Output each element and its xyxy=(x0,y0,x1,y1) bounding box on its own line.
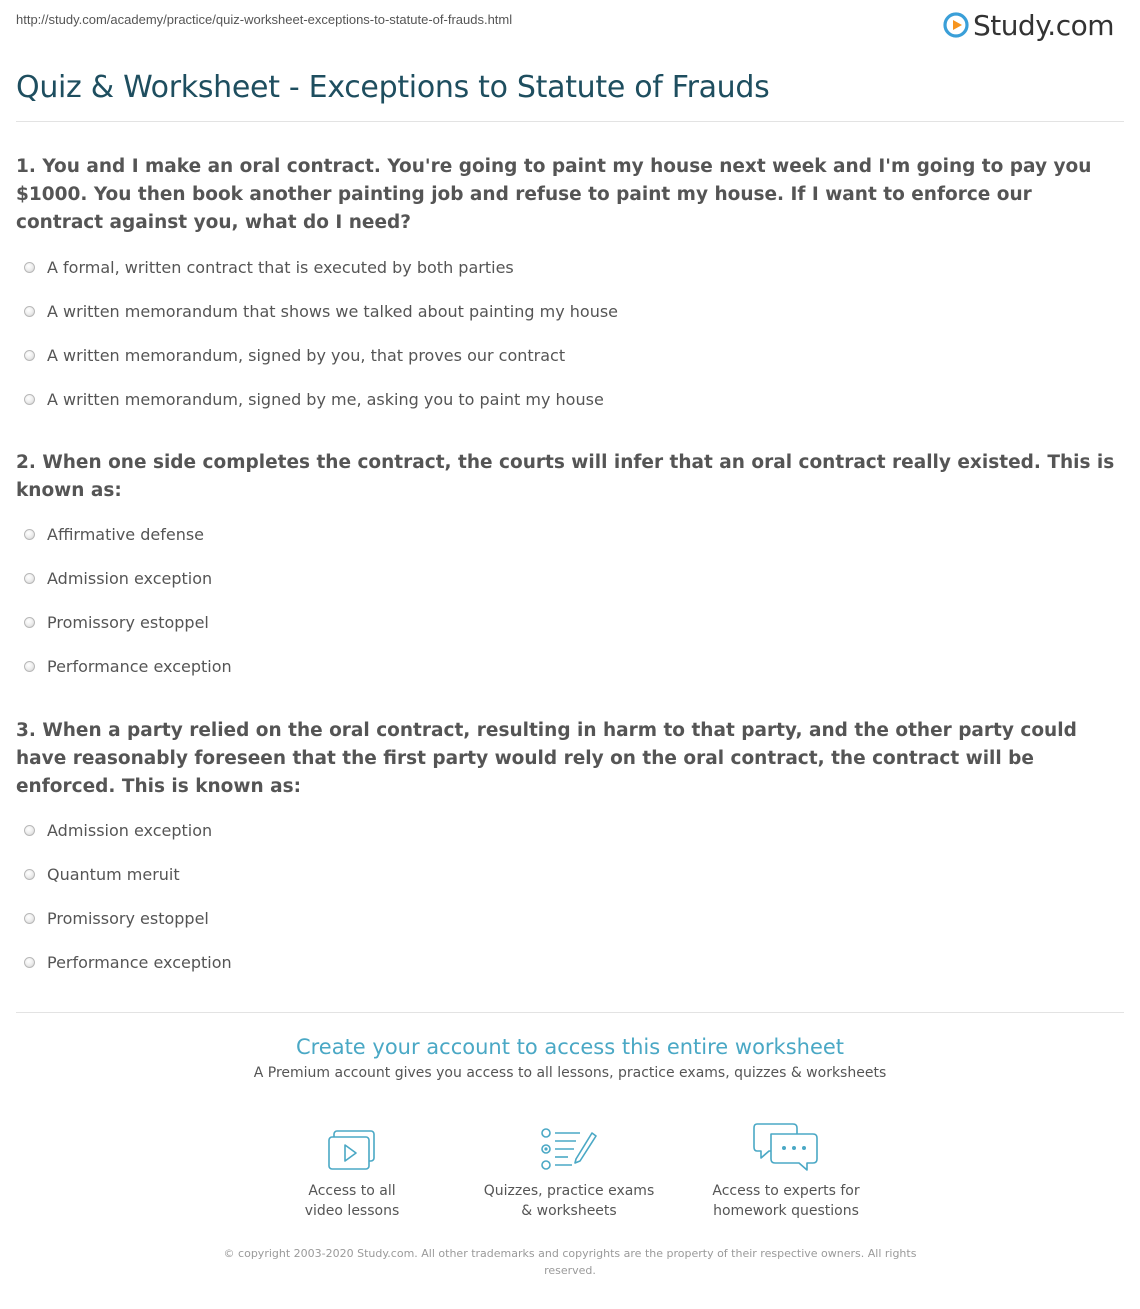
radio-icon[interactable] xyxy=(24,869,35,880)
radio-icon[interactable] xyxy=(24,350,35,361)
answer-label: A formal, written contract that is executed by both parties xyxy=(47,257,514,277)
page-url: http://study.com/academy/practice/quiz-worksheet-exceptions-to-statute-of-frauds.html xyxy=(16,12,513,27)
answer-option[interactable] xyxy=(16,245,1124,289)
radio-icon[interactable] xyxy=(24,262,35,273)
title-divider xyxy=(16,121,1124,122)
radio-icon[interactable] xyxy=(24,617,35,628)
feature-line: video lessons xyxy=(304,1203,400,1219)
answer-option[interactable] xyxy=(16,289,1124,333)
quiz-checklist-icon xyxy=(474,1115,664,1173)
answer-option[interactable] xyxy=(16,644,1124,688)
answer-option[interactable] xyxy=(16,808,1124,852)
answer-label: A written memorandum, signed by you, that proves our contract xyxy=(47,345,566,365)
question-3 xyxy=(16,717,1124,984)
feature-experts xyxy=(691,1115,881,1221)
cta-divider xyxy=(16,1012,1124,1013)
question-2 xyxy=(16,449,1124,688)
feature-line: Access to all xyxy=(308,1183,396,1199)
cta-title[interactable]: Create your account to access this entire worksheet xyxy=(295,1035,845,1059)
feature-label xyxy=(691,1181,881,1221)
question-1 xyxy=(16,153,1124,421)
radio-icon[interactable] xyxy=(24,306,35,317)
answer-options xyxy=(16,512,1124,688)
answer-option[interactable] xyxy=(16,512,1124,556)
answer-label: A written memorandum that shows we talked about painting my house xyxy=(47,301,619,321)
answer-option[interactable] xyxy=(16,940,1124,984)
radio-icon[interactable] xyxy=(24,661,35,672)
study-logo[interactable] xyxy=(943,8,1114,42)
answer-label: A written memorandum, signed by me, asking you to paint my house xyxy=(47,389,604,409)
feature-line: & worksheets xyxy=(521,1203,617,1219)
feature-line: Quizzes, practice exams xyxy=(483,1183,655,1199)
radio-icon[interactable] xyxy=(24,957,35,968)
feature-label xyxy=(257,1181,447,1221)
feature-line: Access to experts for xyxy=(712,1183,860,1199)
answer-options xyxy=(16,808,1124,984)
video-lessons-icon xyxy=(257,1115,447,1173)
answer-option[interactable] xyxy=(16,852,1124,896)
answer-label: Performance exception xyxy=(47,656,232,676)
answer-options xyxy=(16,245,1124,421)
feature-quizzes xyxy=(474,1115,664,1221)
feature-video-lessons xyxy=(257,1115,447,1221)
chat-bubbles-icon xyxy=(691,1115,881,1173)
answer-option[interactable] xyxy=(16,333,1124,377)
radio-icon[interactable] xyxy=(24,394,35,405)
answer-label: Quantum meruit xyxy=(47,864,180,884)
answer-label: Promissory estoppel xyxy=(47,612,209,632)
answer-label: Performance exception xyxy=(47,952,232,972)
answer-option[interactable] xyxy=(16,600,1124,644)
logo-text: Study.com xyxy=(972,8,1114,42)
question-text: 1. You and I make an oral contract. You're going to paint my house next week and I'm going to pay you $1000. You then book another painting job and refuse to paint my house. If I want to enforce our contract against you, what do I need? xyxy=(16,156,1092,233)
feature-line: homework questions xyxy=(713,1203,859,1219)
cta-subtitle: A Premium account gives you access to all lessons, practice exams, quizzes & worksheets xyxy=(253,1065,887,1081)
answer-option[interactable] xyxy=(16,556,1124,600)
feature-label xyxy=(474,1181,664,1221)
radio-icon[interactable] xyxy=(24,825,35,836)
page-title: Quiz & Worksheet - Exceptions to Statute of Frauds xyxy=(16,70,770,105)
answer-label: Admission exception xyxy=(47,568,213,588)
play-circle-icon xyxy=(943,12,969,38)
answer-option[interactable] xyxy=(16,377,1124,421)
question-text: 2. When one side completes the contract, the courts will infer that an oral contract really existed. This is known as: xyxy=(16,452,1115,501)
question-text: 3. When a party relied on the oral contract, resulting in harm to that party, and the other party could have reasonably foreseen that the first party would rely on the oral contract, the contract will be enforced. This is known as: xyxy=(16,720,1077,797)
copyright-notice: © copyright 2003-2020 Study.com. All other trademarks and copyrights are the property of their respective owners. All rights reserved. xyxy=(223,1247,917,1277)
answer-option[interactable] xyxy=(16,896,1124,940)
answer-label: Admission exception xyxy=(47,820,213,840)
answer-label: Promissory estoppel xyxy=(47,908,209,928)
radio-icon[interactable] xyxy=(24,573,35,584)
radio-icon[interactable] xyxy=(24,913,35,924)
radio-icon[interactable] xyxy=(24,529,35,540)
answer-label: Affirmative defense xyxy=(47,524,205,544)
